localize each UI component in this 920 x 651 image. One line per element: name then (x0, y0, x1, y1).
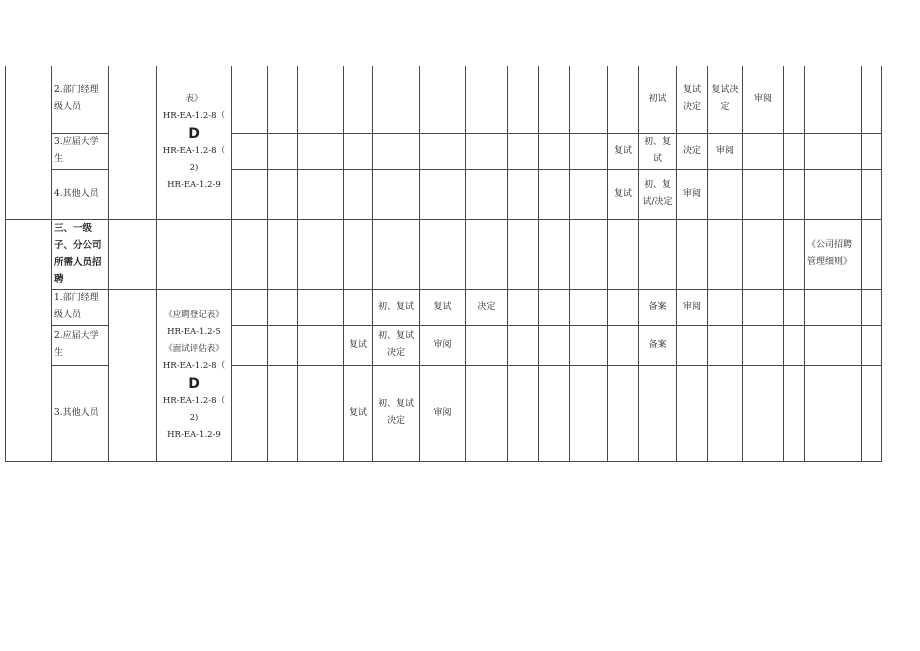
blank-cell (784, 219, 805, 289)
blank-cell (268, 133, 298, 169)
blank-cell (508, 365, 539, 461)
blank-cell (805, 133, 862, 169)
blank-cell (344, 169, 373, 219)
blank-cell (298, 66, 344, 133)
blank-cell (805, 289, 862, 325)
blank-cell (508, 219, 539, 289)
role-cell: 备案 (639, 325, 677, 365)
role-cell: 审阅 (708, 133, 743, 169)
form-code-line: D (188, 125, 200, 142)
blank-cell (232, 365, 268, 461)
form-codes (157, 66, 232, 219)
blank-cell (344, 133, 373, 169)
blank-cell (743, 169, 784, 219)
role-cell: 初、复试/决定 (639, 169, 677, 219)
blank-cell (466, 219, 508, 289)
blank-cell (805, 365, 862, 461)
role-cell: 复试 (608, 133, 639, 169)
blank-cell (508, 289, 539, 325)
role-cell: 审阅 (677, 169, 708, 219)
blank-cell (466, 365, 508, 461)
role-cell: 审阅 (420, 365, 466, 461)
blank-cell (539, 133, 570, 169)
blank-cell (268, 169, 298, 219)
table-row (6, 289, 882, 325)
blank-cell (6, 66, 52, 219)
role-cell: 初试 (639, 66, 677, 133)
form-code-line: HR-EA-1.2-9 (167, 179, 221, 190)
form-code-line: 2) (189, 412, 199, 423)
blank-cell (639, 219, 677, 289)
blank-cell (784, 325, 805, 365)
blank-cell (157, 219, 232, 289)
blank-cell (862, 66, 882, 133)
form-code-line: 2) (189, 162, 199, 173)
role-cell: 审阅 (420, 325, 466, 365)
blank-cell (570, 289, 608, 325)
blank-cell (373, 219, 420, 289)
form-code-line: HR-EA-1.2-8（ (162, 145, 226, 156)
blank-cell (708, 365, 743, 461)
blank-cell (268, 365, 298, 461)
table-row (6, 66, 882, 133)
blank-cell (539, 66, 570, 133)
blank-cell (677, 219, 708, 289)
blank-cell (508, 133, 539, 169)
role-cell: 审阅 (677, 289, 708, 325)
blank-cell (570, 219, 608, 289)
blank-cell (743, 325, 784, 365)
blank-cell (677, 325, 708, 365)
blank-cell (268, 219, 298, 289)
blank-cell (298, 289, 344, 325)
blank-cell (466, 66, 508, 133)
blank-cell (784, 169, 805, 219)
blank-cell (232, 66, 268, 133)
form-code-line: 《应聘登记表》 (164, 309, 224, 320)
blank-cell (708, 169, 743, 219)
blank-cell (708, 289, 743, 325)
role-cell: 审阅 (743, 66, 784, 133)
blank-cell (373, 133, 420, 169)
form-code-line: 《面试评估表》 (164, 343, 224, 354)
blank-cell (539, 325, 570, 365)
blank-cell (420, 169, 466, 219)
blank-cell (109, 66, 157, 219)
blank-cell (784, 133, 805, 169)
blank-cell (784, 289, 805, 325)
blank-cell (466, 169, 508, 219)
role-cell: 初、复试决定 (373, 365, 420, 461)
blank-cell (570, 365, 608, 461)
blank-cell (373, 169, 420, 219)
blank-cell (784, 66, 805, 133)
blank-cell (743, 219, 784, 289)
blank-cell (570, 169, 608, 219)
blank-cell (232, 169, 268, 219)
row-label: 1.部门经理级人员 (52, 289, 109, 325)
section-heading: 三、一级子、分公司所需人员招聘 (52, 219, 109, 289)
role-cell: 决定 (466, 289, 508, 325)
blank-cell (743, 133, 784, 169)
row-label: 3.应届大学生 (52, 133, 109, 169)
blank-cell (268, 325, 298, 365)
blank-cell (805, 66, 862, 133)
role-cell: 初、复试决定 (373, 325, 420, 365)
blank-cell (344, 289, 373, 325)
blank-cell (708, 219, 743, 289)
blank-cell (862, 289, 882, 325)
blank-cell (608, 219, 639, 289)
role-cell: 复试 (344, 365, 373, 461)
blank-cell (539, 169, 570, 219)
reference-doc: 《公司招聘管理细则》 (805, 219, 862, 289)
form-code-line: D (188, 375, 200, 392)
blank-cell (508, 325, 539, 365)
form-codes (157, 289, 232, 461)
blank-cell (862, 325, 882, 365)
blank-cell (109, 219, 157, 289)
form-code-line: HR-EA-1.2-8（ (162, 395, 226, 406)
blank-cell (373, 66, 420, 133)
role-cell: 复试 (344, 325, 373, 365)
blank-cell (344, 219, 373, 289)
blank-cell (862, 169, 882, 219)
blank-cell (539, 289, 570, 325)
blank-cell (232, 133, 268, 169)
blank-cell (743, 365, 784, 461)
role-cell: 初、复试 (373, 289, 420, 325)
role-cell: 复试决定 (677, 66, 708, 133)
blank-cell (805, 169, 862, 219)
blank-cell (508, 169, 539, 219)
role-cell: 决定 (677, 133, 708, 169)
blank-cell (570, 133, 608, 169)
blank-cell (508, 66, 539, 133)
blank-cell (109, 289, 157, 461)
row-label: 3.其他人员 (52, 365, 109, 461)
blank-cell (344, 66, 373, 133)
blank-cell (862, 133, 882, 169)
recruitment-approval-table (5, 66, 882, 462)
blank-cell (608, 66, 639, 133)
blank-cell (608, 325, 639, 365)
blank-cell (539, 365, 570, 461)
blank-cell (420, 219, 466, 289)
blank-cell (784, 365, 805, 461)
role-cell: 备案 (639, 289, 677, 325)
blank-cell (298, 169, 344, 219)
form-code-line: HR-EA-1.2-8（ (162, 110, 226, 121)
row-label: 4.其他人员 (52, 169, 109, 219)
blank-cell (608, 365, 639, 461)
role-cell: 复试 (608, 169, 639, 219)
blank-cell (862, 365, 882, 461)
blank-cell (298, 365, 344, 461)
form-code-line: HR-EA-1.2-5 (167, 326, 221, 337)
blank-cell (420, 66, 466, 133)
blank-cell (862, 219, 882, 289)
blank-cell (268, 289, 298, 325)
role-cell: 复试 (420, 289, 466, 325)
form-code-line: 表》 (185, 93, 203, 104)
blank-cell (6, 219, 52, 461)
blank-cell (677, 365, 708, 461)
blank-cell (232, 219, 268, 289)
blank-cell (805, 325, 862, 365)
blank-cell (268, 66, 298, 133)
role-cell: 初、复试 (639, 133, 677, 169)
row-label: 2.部门经理级人员 (52, 66, 109, 133)
section-heading-row (6, 219, 882, 289)
blank-cell (608, 289, 639, 325)
blank-cell (539, 219, 570, 289)
blank-cell (298, 133, 344, 169)
blank-cell (466, 133, 508, 169)
form-code-line: HR-EA-1.2-9 (167, 429, 221, 440)
blank-cell (570, 325, 608, 365)
blank-cell (708, 325, 743, 365)
blank-cell (570, 66, 608, 133)
row-label: 2.应届大学生 (52, 325, 109, 365)
blank-cell (232, 289, 268, 325)
blank-cell (232, 325, 268, 365)
blank-cell (298, 325, 344, 365)
blank-cell (298, 219, 344, 289)
blank-cell (420, 133, 466, 169)
blank-cell (743, 289, 784, 325)
blank-cell (639, 365, 677, 461)
form-code-line: HR-EA-1.2-8（ (162, 360, 226, 371)
role-cell: 复试决定 (708, 66, 743, 133)
blank-cell (466, 325, 508, 365)
